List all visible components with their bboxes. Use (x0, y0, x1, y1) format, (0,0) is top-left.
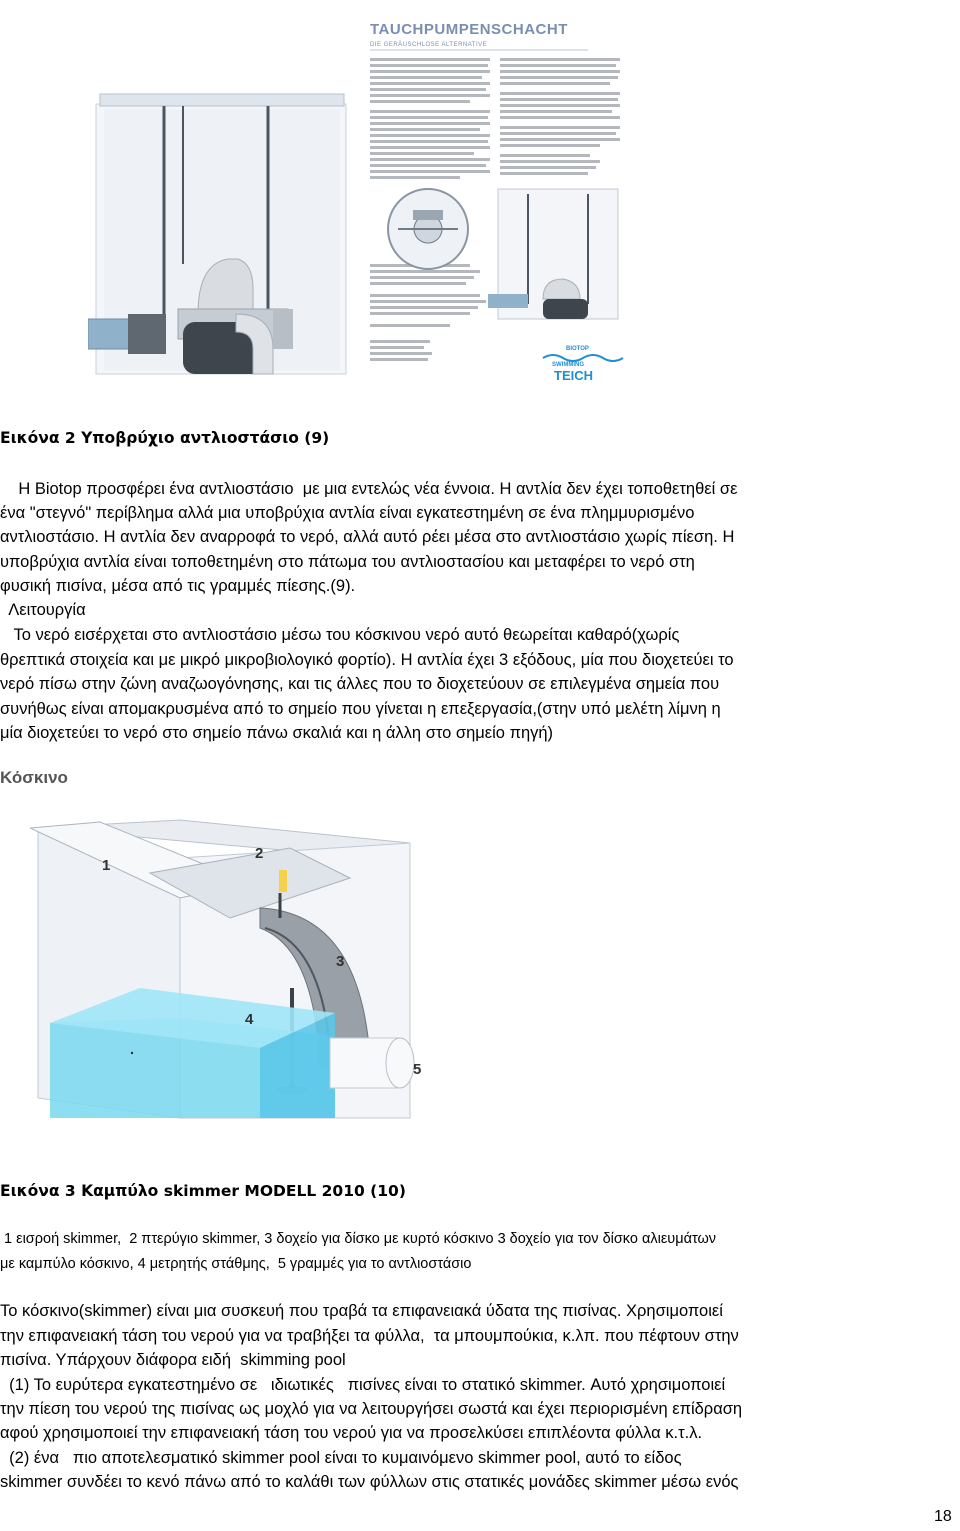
para1-line-5: φυσική πισίνα, μέσα από τις γραμμές πίεσης.(9). (0, 577, 356, 595)
para3-line-6: αφού χρησιμοποιεί την επιφανειακή τάση του νερού για να προσελκύσει επιπλέοντα φύλλα κ.τ.λ. (0, 1424, 703, 1442)
para2-line-4: συνήθως είναι απομακρυσμένα από το σημείο που γίνεται η επεξεργασία,(στην υπό μελέτη λίμνη η (0, 700, 721, 718)
figure-caption-1: Εικόνα 2 Υποβρύχιο αντλιοστάσιο (9) (0, 429, 330, 447)
para3-line-3: πισίνα. Υπάρχουν διάφορα ειδή skimming pool (0, 1351, 346, 1369)
para3-line-4: (1) Το ευρύτερα εγκατεστημένο σε ιδιωτικές πισίνες είναι το στατικό skimmer. Αυτό χρησιμοποιεί (0, 1376, 726, 1394)
para2-line-3: νερό πίσω στην ζώνη αναζωογόνησης, και τις άλλες που το διοχετεύουν σε επιλεγμένα σημεία που (0, 675, 720, 693)
brochure-title: TAUCHPUMPENSCHACHT (370, 21, 568, 38)
figure-skimmer-diagram (30, 818, 460, 1123)
pump-shaft-illustration (88, 14, 638, 396)
brochure-subtitle: DIE GERÄUSCHLOSE ALTERNATIVE (370, 42, 488, 48)
diagram-label-3: 3 (336, 953, 345, 970)
legend-line-1: 1 εισροή skimmer, 2 πτερύγιο skimmer, 3 δοχείο για δίσκο με κυρτό κόσκινο 3 δοχείο για τον δίσκο αλιευμάτων (0, 1231, 717, 1247)
brochure-logo-line1: SWIMMING (552, 362, 584, 368)
legend-line-2: με καμπύλο κόσκινο, 4 μετρητής στάθμης, 5 γραμμές για το αντλιοστάσιο (0, 1256, 472, 1272)
diagram-label-1: 1 (102, 857, 111, 874)
figure-caption-2: Εικόνα 3 Καμπύλο skimmer MODELL 2010 (10) (0, 1182, 406, 1200)
section-heading-skimmer: Κόσκινο (0, 768, 68, 787)
para2-line-1: Το νερό εισέρχεται στο αντλιοστάσιο μέσω του κόσκινου νερό αυτό θεωρείται καθαρό(χωρίς (0, 626, 680, 644)
para1-line-4: υποβρύχια αντλία είναι τοποθετημένη στο πάτωμα του αντλιοστασίου και μεταφέρει το νερό στη (0, 553, 695, 571)
para3-line-1: Το κόσκινο(skimmer) είναι μια συσκευή που τραβά τα επιφανειακά ύδατα της πισίνας. Χρησιμοποιεί (0, 1302, 723, 1320)
para3-line-5: την πίεση του νερού της πισίνας ως μοχλό για να λειτουργήσει σωστά και έχει περιορισμένη επίδραση (0, 1400, 743, 1418)
brochure-logo-top: BIOTOP (566, 346, 589, 352)
page-number: 18 (934, 1508, 952, 1525)
para1-line-1: Η Biotop προσφέρει ένα αντλιοστάσιο με μια εντελώς νέα έννοια. Η αντλία δεν έχει τοποθετηθεί σε (0, 480, 738, 498)
para2-line-2: θρεπτικά στοιχεία και με μικρό μικροβιολογικό φορτίο). Η αντλία έχει 3 εξόδους, μία που διοχετεύει το (0, 651, 734, 669)
brochure-logo-line2: TEICH (554, 368, 593, 383)
para3-line-2: την επιφανειακή τάση του νερού για να τραβήξει τα φύλλα, τα μπουμπούκια, κ.λπ. που πέφτουν στην (0, 1327, 739, 1345)
figure-pump-shaft-brochure (88, 14, 638, 396)
function-heading: Λειτουργία (0, 601, 86, 619)
para3-line-7: (2) ένα πιο αποτελεσματικό skimmer pool είναι το κυμαινόμενο skimmer pool, αυτό το είδος (0, 1449, 682, 1467)
para2-line-5: μία διοχετεύει το νερό στο σημείο πάνω σκαλιά και η άλλη στο σημείο πηγή) (0, 724, 554, 742)
skimmer-illustration (30, 818, 460, 1123)
diagram-label-2: 2 (255, 845, 264, 862)
para1-line-2: ένα "στεγνό" περίβλημα αλλά μια υποβρύχια αντλία είναι εγκατεστημένη σε ένα πλημμυρισμένο (0, 504, 695, 522)
diagram-label-4: 4 (245, 1011, 254, 1028)
para1-line-3: αντλιοστάσιο. Η αντλία δεν αναρροφά το νερό, αλλά αυτό ρέει μέσα στο αντλιοστάσιο χωρίς πίεση. Η (0, 528, 735, 546)
para3-line-8: skimmer συνδέει το κενό πάνω από το καλάθι των φύλλων στις στατικές μονάδες skimmer μέσω ενός (0, 1473, 739, 1491)
diagram-label-5: 5 (413, 1061, 422, 1078)
